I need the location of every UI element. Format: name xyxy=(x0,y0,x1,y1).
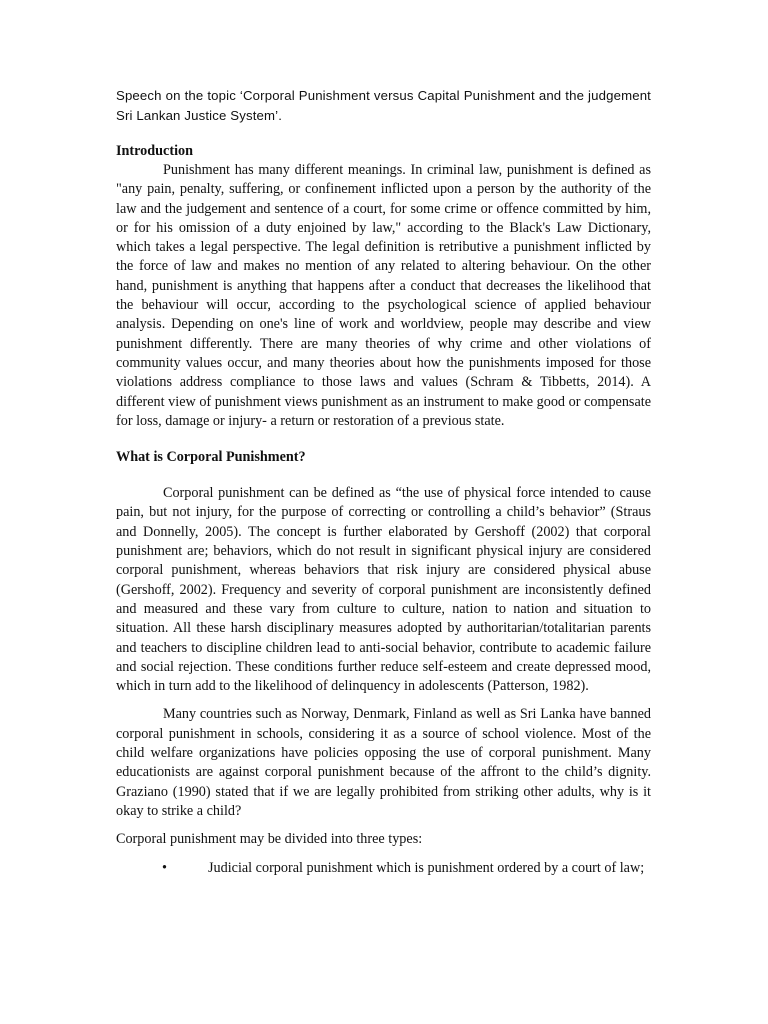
document-title: Speech on the topic ‘Corporal Punishment versus Capital Punishment and the judgement Sri Lankan Justice System’. xyxy=(116,88,651,123)
paragraph-gap xyxy=(116,821,651,830)
section-gap xyxy=(116,431,651,448)
section-heading-introduction: Introduction xyxy=(116,143,193,159)
introduction-paragraph: Punishment has many different meanings. In criminal law, punishment is defined as "any pain, penalty, suffering, or confinement inflicted upon a person by the authority of the law and the judgement and sentence of a court, for some crime or offence committed by him, or for his omission of a duty enjoined by law," according to the Black's Law Dictionary, which takes a legal perspective. The legal definition is retributive a punishment inflicted by the force of law and makes no mention of any related to altering behaviour. On the other hand, punishment is anything that happens after a conduct that decreases the likelihood that the behaviour will occur, according to the psychological science of applied behaviour analysis. Depending on one's line of work and worldview, people may describe and view punishment differently. There are many theories of why crime and other violations of community values occur, and many theories about how the punishments imposed for those violations address compliance to those laws and values (Schram & Tibbetts, 2014). A different view of punishment views punishment as an instrument to make good or compensate for loss, damage or injury- a return or restoration of a previous state. xyxy=(116,162,651,429)
bullet-icon: • xyxy=(162,859,167,876)
list-item-text: Judicial corporal punishment which is punishment ordered by a court of law; xyxy=(208,859,645,876)
section-heading-corporal-punishment: What is Corporal Punishment? xyxy=(116,449,306,466)
list-item xyxy=(162,859,651,878)
document-page xyxy=(116,86,651,878)
heading-gap xyxy=(116,467,651,484)
corporal-definition-paragraph: Corporal punishment can be defined as “the use of physical force intended to cause pain, but not injury, for the purpose of correcting or controlling a child’s behavior” (Straus and Donnelly, 2005). The concept is further elaborated by Gershoff (2002) that corporal punishment are; behaviors, which do not result in significant physical injury are considered corporal punishment, whereas behaviors that risk injury are considered physical abuse (Gershoff, 2002). Frequency and severity of corporal punishment are inconsistently defined and measured and these vary from culture to culture, nation to nation and situation to situation. All these harsh disciplinary measures adopted by authoritarian/totalitarian parents and teachers to discipline children lead to anti-social behavior, contribute to academic failure and social rejection. These conditions further reduce self-esteem and create depressed mood, which in turn add to the likelihood of delinquency in adolescents (Patterson, 1982). xyxy=(116,485,651,695)
list-intro: Corporal punishment may be divided into three types: xyxy=(116,831,423,848)
paragraph-gap xyxy=(116,696,651,705)
countries-ban-paragraph: Many countries such as Norway, Denmark, Finland as well as Sri Lanka have banned corporal punishment in schools, considering it as a source of school violence. Most of the child welfare organizations have policies opposing the use of corporal punishment. Many educationists are against corporal punishment because of the affront to the child’s dignity. Graziano (1990) stated that if we are legally prohibited from striking other adults, why is it okay to strike a child? xyxy=(116,706,651,819)
paragraph-gap xyxy=(116,850,651,859)
